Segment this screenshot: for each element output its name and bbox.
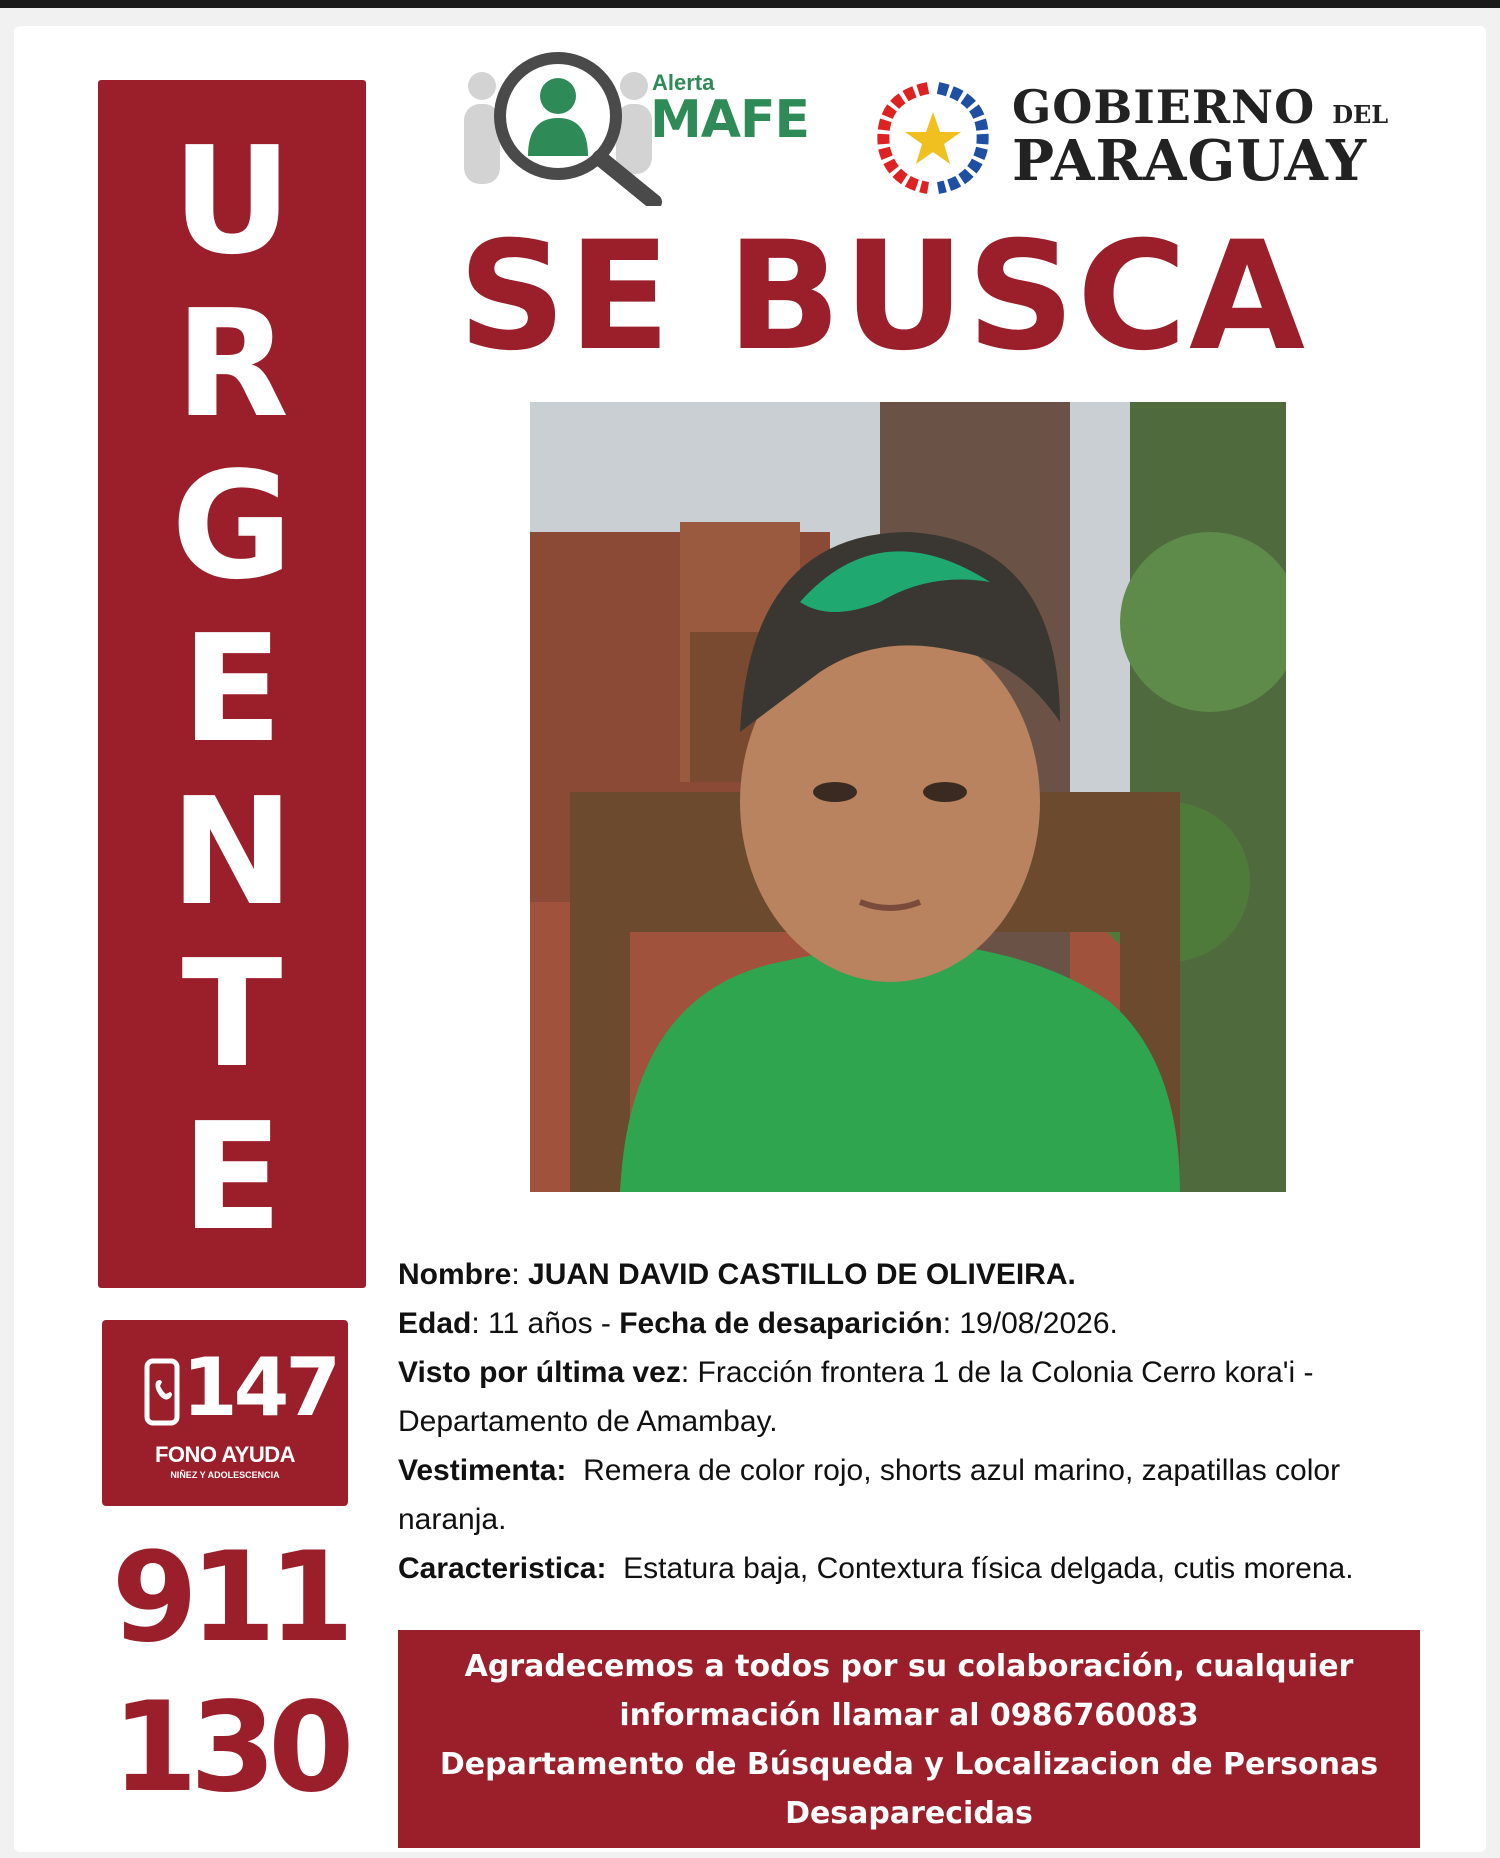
emergency-number-130: 130 (111, 1676, 347, 1820)
seen-label: Visto por última vez (398, 1356, 681, 1389)
person-details (398, 1250, 1438, 1593)
urgent-letter: R (175, 277, 289, 450)
name-label: Nombre (398, 1258, 512, 1291)
emergency-number-911: 911 (111, 1526, 347, 1670)
seen-row: Visto por última vez: Fracción frontera 1 de la Colonia Cerro kora'i - (398, 1356, 1314, 1389)
footer-line-1: Agradecemos a todos por su colaboración, cualquier (464, 1649, 1354, 1684)
name-row: Nombre: JUAN DAVID CASTILLO DE OLIVEIRA. (398, 1258, 1076, 1291)
phone-icon (144, 1358, 180, 1426)
footer-line-3: Departamento de Búsqueda y Localizacion de Personas (439, 1747, 1379, 1782)
gobierno-text: GOBIERNO DEL (1012, 80, 1389, 134)
footer-line-4: Desaparecidas (785, 1796, 1033, 1831)
age-label: Edad (398, 1307, 472, 1340)
age-row: Edad: 11 años - Fecha de desaparición: 19/08/2026. (398, 1307, 1118, 1340)
headline: SE BUSCA (458, 210, 1308, 384)
paraguay-emblem-icon (868, 76, 998, 196)
seen-row-2 (398, 1397, 1438, 1446)
top-border (0, 0, 1500, 8)
footer-line-2: información llamar al 0986760083 (619, 1698, 1199, 1733)
contact-footer (398, 1630, 1420, 1848)
helpline-sublabel: NIÑEZ Y ADOLESCENCIA (170, 1470, 280, 1480)
helpline-number: 147 (182, 1341, 337, 1434)
alerta-text: Alerta (652, 70, 715, 95)
urgent-banner (98, 80, 366, 1288)
features-value: Estatura baja, Contextura física delgada, cutis morena. (623, 1552, 1354, 1585)
urgent-letter: G (171, 440, 293, 613)
mafe-text: MAFE (650, 90, 810, 150)
helpline-label: FONO AYUDA (154, 1442, 296, 1467)
missing-person-photo (530, 402, 1286, 1192)
urgent-letter: T (181, 928, 283, 1101)
urgent-letter: N (170, 765, 294, 938)
clothing-value-2: naranja. (398, 1503, 507, 1536)
features-label: Caracteristica: (398, 1552, 607, 1585)
clothing-row (398, 1446, 1438, 1495)
clothing-row-2 (398, 1495, 1438, 1544)
date-label: Fecha de desaparición (619, 1307, 943, 1340)
urgent-letter: E (181, 602, 283, 775)
clothing-value-1: Remera de color rojo, shorts azul marino, zapatillas color (583, 1454, 1341, 1487)
date-value: 19/08/2026. (959, 1307, 1118, 1340)
clothing-label: Vestimenta: (398, 1454, 567, 1487)
urgent-letter: U (171, 115, 293, 288)
features-row (398, 1544, 1438, 1593)
urgent-letter: E (181, 1090, 283, 1263)
paraguay-text: PARAGUAY (1012, 128, 1368, 194)
age-value: 11 años (488, 1307, 593, 1340)
name-value: JUAN DAVID CASTILLO DE OLIVEIRA. (528, 1258, 1076, 1291)
seen-value-2: Departamento de Amambay. (398, 1405, 778, 1438)
helpline-box (102, 1320, 348, 1506)
seen-value-1: Fracción frontera 1 de la Colonia Cerro kora'i - (697, 1356, 1314, 1389)
del-text: DEL (1332, 100, 1389, 129)
